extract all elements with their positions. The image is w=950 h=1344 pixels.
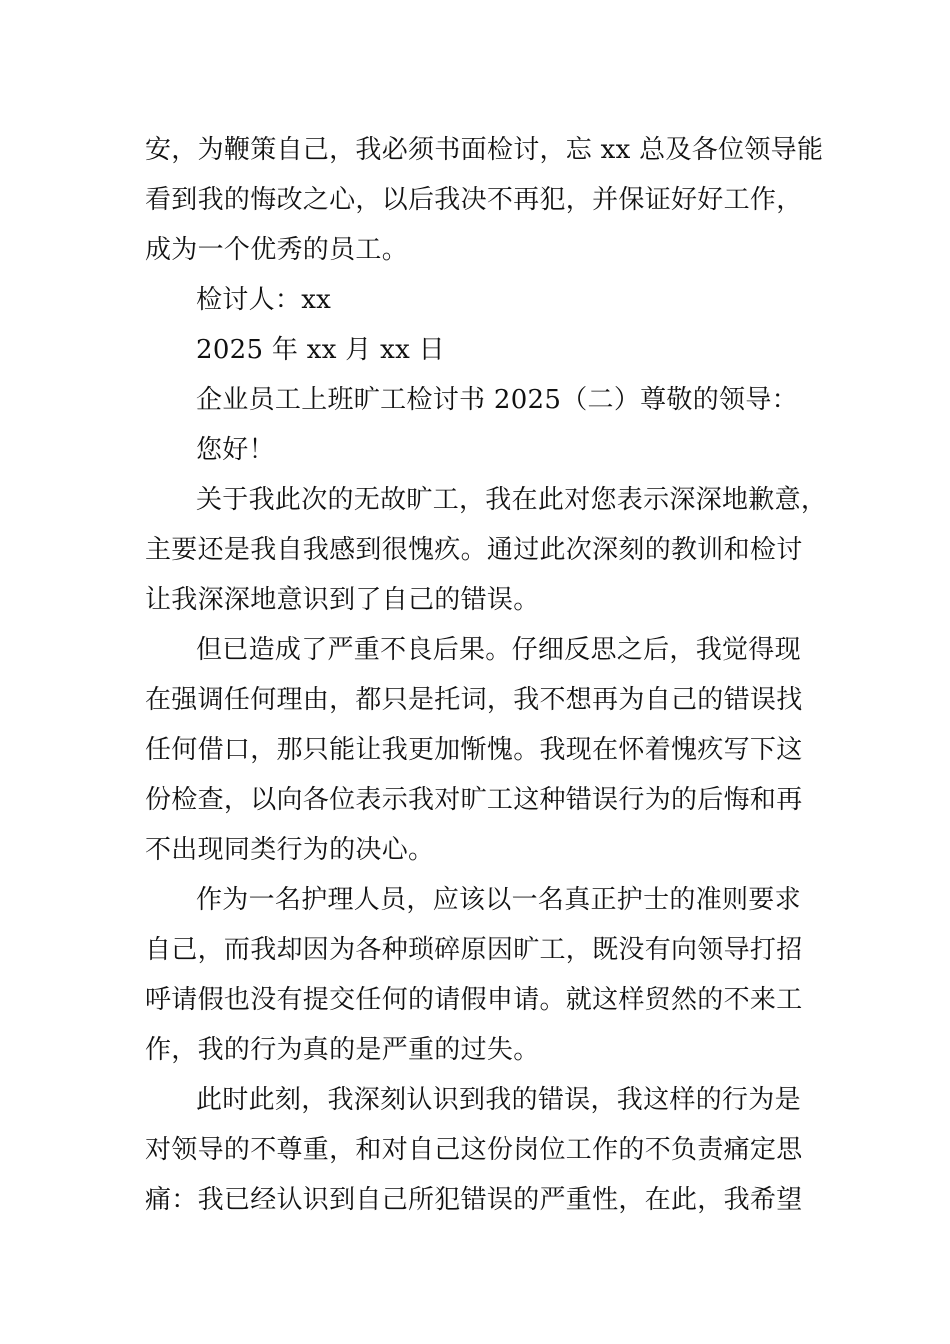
text-line: 在强调任何理由，都只是托词，我不想再为自己的错误找 [145, 685, 803, 715]
text-line: 作为一名护理人员，应该以一名真正护士的准则要求 [196, 885, 801, 915]
text-line: 不出现同类行为的决心。 [145, 835, 435, 865]
text-line: 痛：我已经认识到自己所犯错误的严重性，在此，我希望 [145, 1185, 803, 1215]
text-line: 关于我此次的无故旷工，我在此对您表示深深地歉意， [196, 485, 828, 515]
text-line: 让我深深地意识到了自己的错误。 [145, 585, 540, 615]
text-line: 安，为鞭策自己，我必须书面检讨，忘 xx 总及各位领导能 [145, 135, 824, 165]
text-line: 份检查，以向各位表示我对旷工这种错误行为的后悔和再 [145, 785, 803, 815]
signature-line: 检讨人：xx [196, 285, 332, 315]
section-heading: 企业员工上班旷工检讨书 2025（二）尊敬的领导： [196, 385, 798, 415]
text-line: 主要还是我自我感到很愧疚。通过此次深刻的教训和检讨 [145, 535, 803, 565]
text-line: 看到我的悔改之心，以后我决不再犯，并保证好好工作， [145, 185, 803, 215]
text-line: 但已造成了严重不良后果。仔细反思之后，我觉得现 [196, 635, 801, 665]
text-line: 成为一个优秀的员工。 [145, 235, 409, 265]
date-line: 2025 年 xx 月 xx 日 [196, 335, 445, 365]
text-line: 作，我的行为真的是严重的过失。 [145, 1035, 540, 1065]
text-line: 对领导的不尊重，和对自己这份岗位工作的不负责痛定思 [145, 1135, 803, 1165]
text-line: 呼请假也没有提交任何的请假申请。就这样贸然的不来工 [145, 985, 803, 1015]
text-line: 任何借口，那只能让我更加惭愧。我现在怀着愧疚写下这 [145, 735, 803, 765]
text-line: 自己，而我却因为各种琐碎原因旷工，既没有向领导打招 [145, 935, 803, 965]
text-line: 此时此刻，我深刻认识到我的错误，我这样的行为是 [196, 1085, 801, 1115]
greeting-line: 您好！ [196, 435, 275, 465]
